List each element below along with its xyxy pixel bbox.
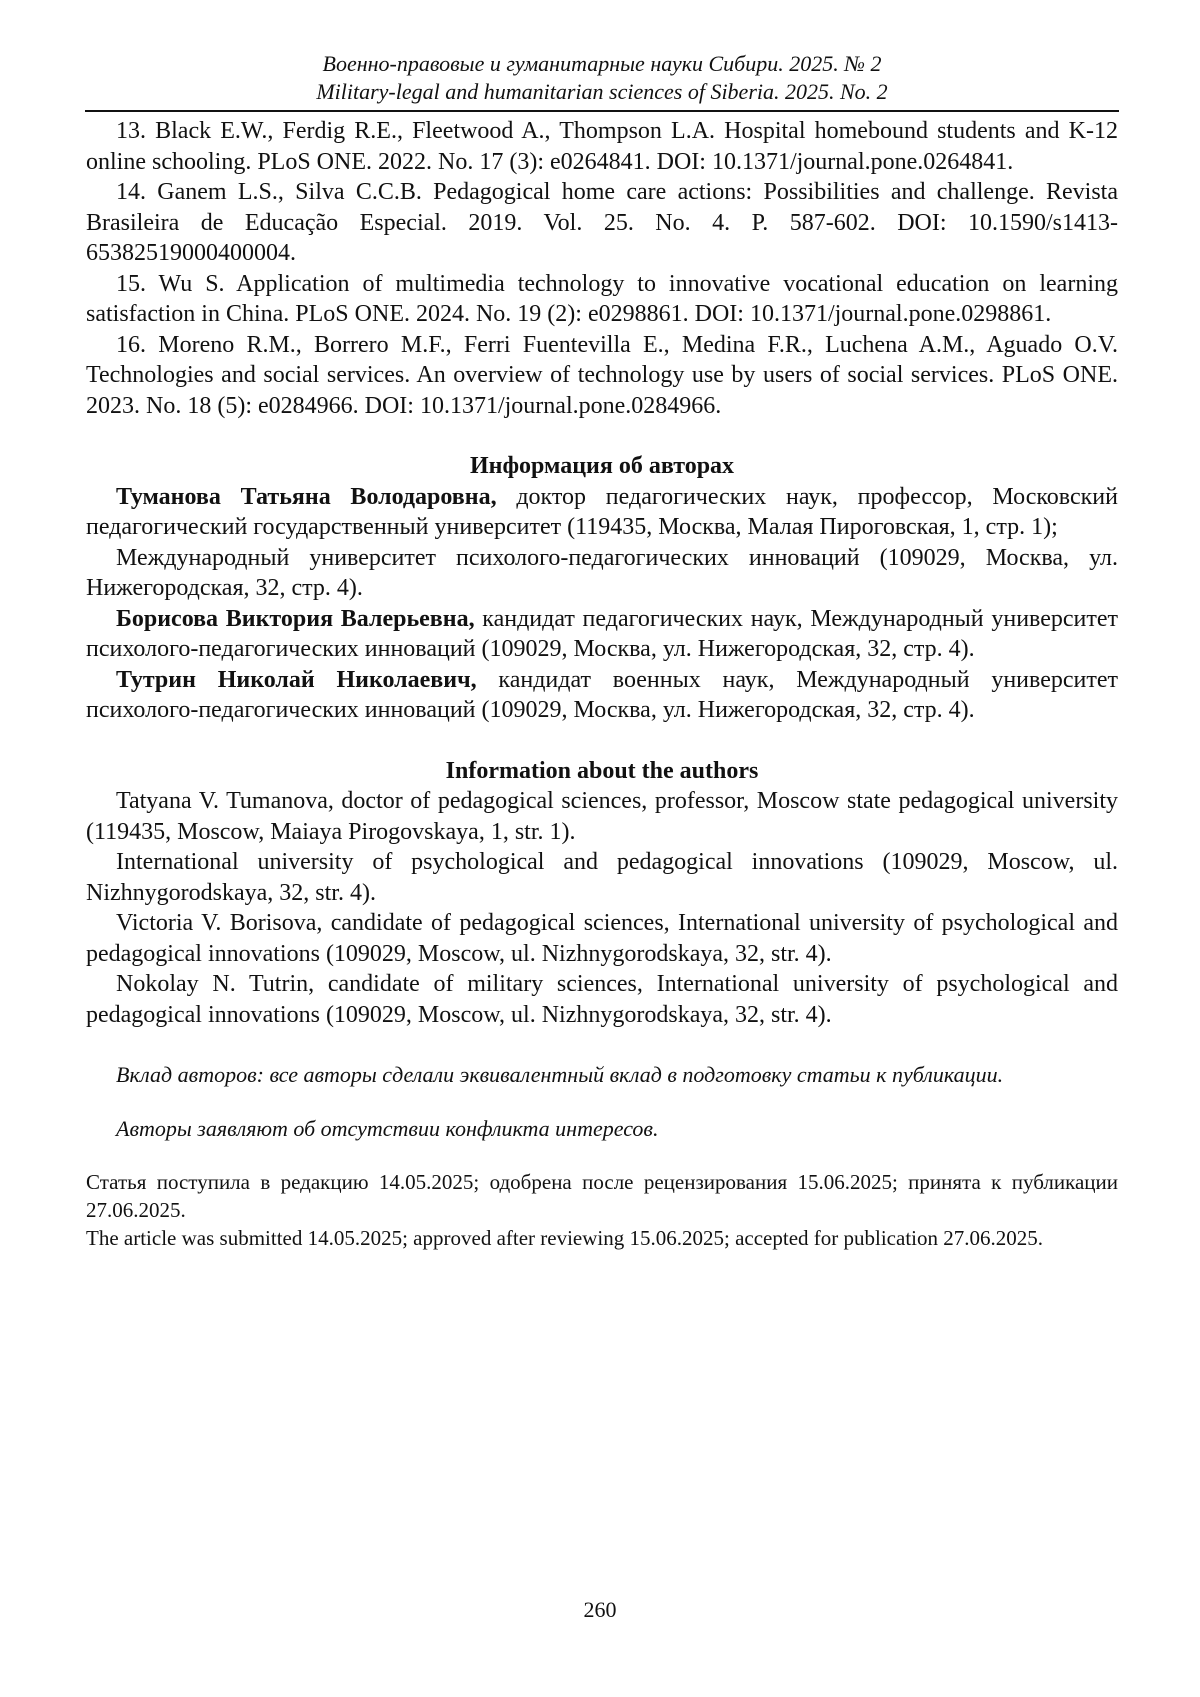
- reference-item: 15. Wu S. Application of multimedia technology to innovative vocational education on learning satisfaction in China. PLoS ONE. 2024. No. 19 (2): e0298861. DOI: 10.1371/journal.pone.0298861.: [86, 270, 1118, 327]
- author-name: Туманова Татьяна Володаровна,: [116, 483, 497, 510]
- reference-list: [86, 116, 1118, 421]
- dates-en: The article was submitted 14.05.2025; approved after reviewing 15.06.2025; accepted for publication 27.06.2025.: [86, 1226, 1043, 1250]
- header-divider: [85, 110, 1119, 112]
- author-name: Тутрин Николай Николаевич,: [116, 666, 477, 693]
- author-details: кандидат педагогических наук, Международный университет психолого-педагогических инноваций (109029, Москва, ул. Нижегородская, 32, стр. 4).: [86, 605, 1119, 662]
- author-name: Борисова Виктория Валерьевна,: [116, 605, 475, 632]
- page-number: 260: [583, 1597, 617, 1622]
- dates-ru: Статья поступила в редакцию 14.05.2025; одобрена после рецензирования 15.06.2025; принята к публикации 27.06.2025.: [86, 1170, 1118, 1222]
- journal-title-en: Military-legal and humanitarian sciences of Siberia. 2025. No. 2: [316, 79, 888, 104]
- reference-item: 14. Ganem L.S., Silva C.C.B. Pedagogical home care actions: Possibilities and challenge. Revista Brasileira de Educação Especial. 2019. Vol. 25. No. 4. P. 587-602. DOI: 10.1590/s1413-65382519000400004.: [86, 179, 1118, 266]
- authors-section-en: [86, 756, 1118, 1031]
- page-content: [86, 116, 1118, 1252]
- author-entry: [86, 482, 1118, 543]
- contribution-note: Вклад авторов: все авторы сделали эквивалентный вклад в подготовку статьи к публикации.: [116, 1062, 1004, 1087]
- author-details: кандидат военных наук, Международный университет психолого-педагогических инноваций (109029, Москва, ул. Нижегородская, 32, стр. 4).: [86, 666, 1118, 723]
- reference-item: 16. Moreno R.M., Borrero M.F., Ferri Fuentevilla E., Medina F.R., Luchena A.M., Aguado O.V. Technologies and social services. An overview of technology use by users of social services. PLoS ONE. 2023. No. 18 (5): e0284966. DOI: 10.1371/journal.pone.0284966.: [86, 331, 1118, 419]
- reference-item: 13. Black E.W., Ferdig R.E., Fleetwood A., Thompson L.A. Hospital homebound students and K-12 online schooling. PLoS ONE. 2022. No. 17 (3): e0264841. DOI: 10.1371/journal.pone.0264841.: [86, 118, 1118, 175]
- author-details: доктор педагогических наук, профессор, Московский педагогический государственный университет (119435, Москва, Малая Пироговская, 1, стр. 1);: [86, 483, 1118, 540]
- journal-title-ru: Военно-правовые и гуманитарные науки Сибири. 2025. № 2: [322, 51, 882, 76]
- authors-heading-ru: Информация об авторах: [469, 453, 735, 479]
- author-affiliation-en: International university of psychological and pedagogical innovations (109029, Moscow, ul. Nizhnygorodskaya, 32, str. 4).: [86, 849, 1118, 906]
- author-entry: [86, 665, 1118, 726]
- authors-heading-en: Information about the authors: [445, 757, 759, 784]
- author-entry: [86, 604, 1118, 665]
- conflict-note: Авторы заявляют об отсутствии конфликта интересов.: [116, 1116, 659, 1141]
- author-affiliation: Международный университет психолого-педагогических инноваций (109029, Москва, ул. Нижегородская, 32, стр. 4).: [86, 544, 1118, 601]
- author-entry-en: Victoria V. Borisova, candidate of pedagogical sciences, International university of psychological and pedagogical innovations (109029, Moscow, ul. Nizhnygorodskaya, 32, str. 4).: [86, 910, 1118, 967]
- authors-section-ru: [86, 451, 1118, 726]
- author-entry-en: Nokolay N. Tutrin, candidate of military sciences, International university of psychological and pedagogical innovations (109029, Moscow, ul. Nizhnygorodskaya, 32, str. 4).: [86, 971, 1118, 1028]
- journal-header: [85, 50, 1119, 106]
- author-entry-en: Tatyana V. Tumanova, doctor of pedagogical sciences, professor, Moscow state pedagogical university (119435, Moscow, Maiaya Pirogovskaya, 1, str. 1).: [86, 788, 1118, 845]
